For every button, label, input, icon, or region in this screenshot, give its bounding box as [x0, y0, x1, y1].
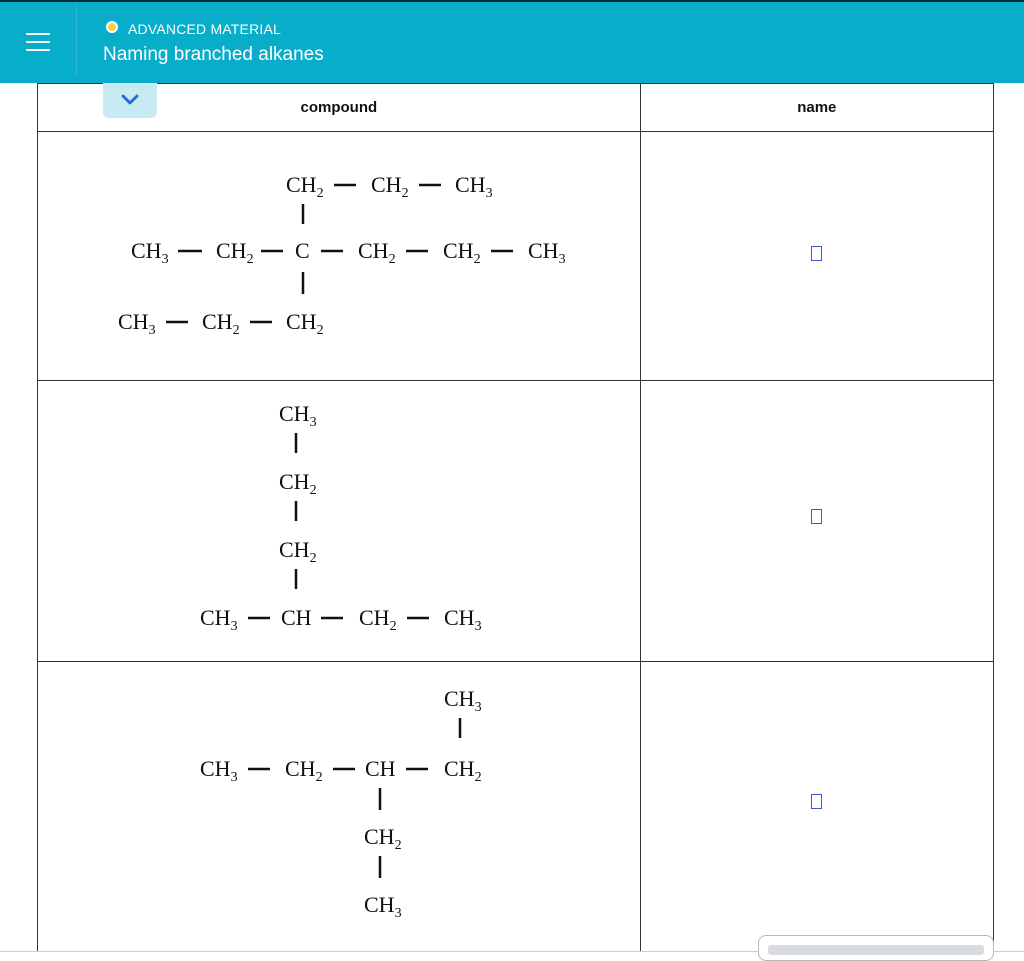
- status-dot-icon: [106, 21, 118, 33]
- group: $CH_3$: [528, 238, 566, 267]
- group: $CH_2$: [279, 469, 317, 498]
- header-compound: compound: [38, 84, 641, 132]
- header-top-line: [0, 0, 1024, 2]
- main-chain: [200, 605, 482, 634]
- top-branch: [444, 686, 482, 738]
- scrollbar[interactable]: [758, 935, 994, 961]
- group: $CH_3$: [131, 238, 169, 267]
- group: $CH_2$: [371, 172, 409, 201]
- table-row: [38, 132, 994, 381]
- group: $CH_3$: [200, 605, 238, 634]
- name-cell: [640, 381, 993, 662]
- expand-button[interactable]: [103, 83, 157, 118]
- app-header: [0, 0, 1024, 83]
- name-answer-input[interactable]: [811, 246, 822, 261]
- main-chain: [131, 238, 566, 267]
- group: C: [295, 238, 310, 263]
- structure-1: [38, 132, 639, 375]
- top-branch: [286, 172, 493, 201]
- group: $CH_2$: [359, 605, 397, 634]
- menu-button[interactable]: [0, 0, 76, 83]
- group: $CH_2$: [443, 238, 481, 267]
- bottom-branch: [118, 309, 324, 338]
- name-answer-input[interactable]: [811, 509, 822, 524]
- name-cell: [640, 132, 993, 381]
- compound-table: [37, 83, 994, 952]
- structure-3: [38, 662, 639, 946]
- group: CH: [365, 756, 396, 781]
- group: $CH_3$: [200, 756, 238, 785]
- table-row: [38, 381, 994, 662]
- group: CH: [281, 605, 312, 630]
- group: $CH_2$: [202, 309, 240, 338]
- name-cell: [640, 662, 993, 952]
- page-title: Naming branched alkanes: [103, 44, 324, 65]
- group: $CH_2$: [286, 172, 324, 201]
- group: $CH_3$: [444, 686, 482, 715]
- header-name: name: [640, 84, 993, 132]
- group: $CH_2$: [216, 238, 254, 267]
- main-chain: [200, 756, 482, 785]
- bottom-branch: [364, 788, 402, 921]
- group: $CH_3$: [455, 172, 493, 201]
- group: $CH_2$: [279, 537, 317, 566]
- group: $CH_3$: [364, 892, 402, 921]
- structure-2: [38, 381, 639, 656]
- group: $CH_2$: [364, 824, 402, 853]
- group: $CH_2$: [286, 309, 324, 338]
- vertical-branch: [279, 401, 317, 589]
- group: $CH_2$: [285, 756, 323, 785]
- group: $CH_3$: [279, 401, 317, 430]
- category-label: ADVANCED MATERIAL: [128, 21, 282, 37]
- chevron-down-icon: [121, 94, 139, 106]
- group: $CH_3$: [118, 309, 156, 338]
- group: $CH_3$: [444, 605, 482, 634]
- group: $CH_2$: [358, 238, 396, 267]
- compound-cell: [38, 132, 641, 381]
- name-answer-input[interactable]: [811, 794, 822, 809]
- compound-cell: [38, 662, 641, 952]
- compound-cell: [38, 381, 641, 662]
- table-row: [38, 662, 994, 952]
- group: $CH_2$: [444, 756, 482, 785]
